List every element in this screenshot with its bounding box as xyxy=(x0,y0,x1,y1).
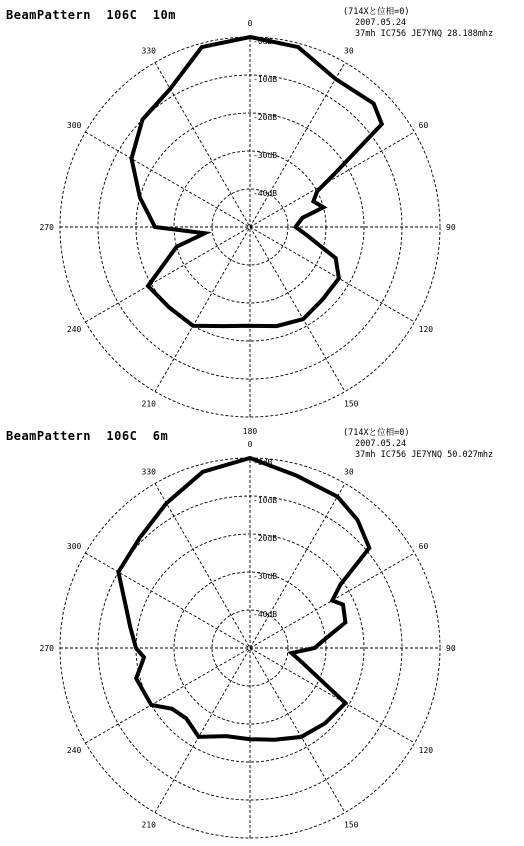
angle-label: 120 xyxy=(418,325,434,334)
angle-label: 330 xyxy=(141,46,156,56)
note-date: 2007.05.24 xyxy=(355,439,407,449)
ring-label: -10dB xyxy=(253,75,278,84)
note-phase: (714Xと位相=0) xyxy=(343,428,410,438)
chart-title: BeamPattern 106C 6m xyxy=(6,429,169,443)
grid xyxy=(60,37,440,417)
ring-label: -10dB xyxy=(253,496,278,505)
angle-label: 300 xyxy=(66,542,82,551)
angle-label: 0 xyxy=(247,19,253,28)
ring-label: -40dB xyxy=(253,610,278,619)
angle-label: 30 xyxy=(344,467,354,477)
angle-label: 120 xyxy=(418,746,434,755)
ring-label: -30dB xyxy=(253,572,278,581)
ring-label: -20dB xyxy=(253,113,278,122)
note-setup: 37mh IC756 JE7YNQ 50.027mhz xyxy=(355,450,494,460)
angle-label: 150 xyxy=(344,820,359,830)
angle-label: 180 xyxy=(242,427,258,436)
note-date: 2007.05.24 xyxy=(355,18,407,28)
chart-notes xyxy=(343,428,494,461)
angle-label: 270 xyxy=(39,223,54,232)
grid xyxy=(60,458,440,838)
pattern-trace xyxy=(118,458,369,740)
ring-label: -30dB xyxy=(253,151,278,160)
polar-chart xyxy=(0,421,524,842)
angle-label: 210 xyxy=(141,820,156,830)
angle-label: 240 xyxy=(66,325,82,334)
ring-label: -0dB xyxy=(253,37,273,46)
angle-label: 30 xyxy=(344,46,354,56)
angle-label: 270 xyxy=(39,644,54,653)
angle-label: 90 xyxy=(446,644,456,653)
angle-label: 240 xyxy=(66,746,82,755)
chart-title: BeamPattern 106C 10m xyxy=(6,8,176,22)
angle-label: 60 xyxy=(418,542,429,551)
angle-label: 150 xyxy=(344,399,359,409)
note-setup: 37mh IC756 JE7YNQ 28.188mhz xyxy=(355,29,494,39)
ring-label: -0dB xyxy=(253,458,273,467)
angle-label: 300 xyxy=(66,121,82,130)
angle-label: 330 xyxy=(141,467,156,477)
ring-label: -20dB xyxy=(253,534,278,543)
polar-plot-6m xyxy=(0,421,524,842)
angle-label: 60 xyxy=(418,121,429,130)
angle-label: 0 xyxy=(247,440,253,449)
ring-label: -40dB xyxy=(253,189,278,198)
angle-label: 210 xyxy=(141,399,156,409)
chart-notes xyxy=(343,7,494,40)
note-phase: (714Xと位相=0) xyxy=(343,7,410,17)
angle-label: 90 xyxy=(446,223,456,232)
